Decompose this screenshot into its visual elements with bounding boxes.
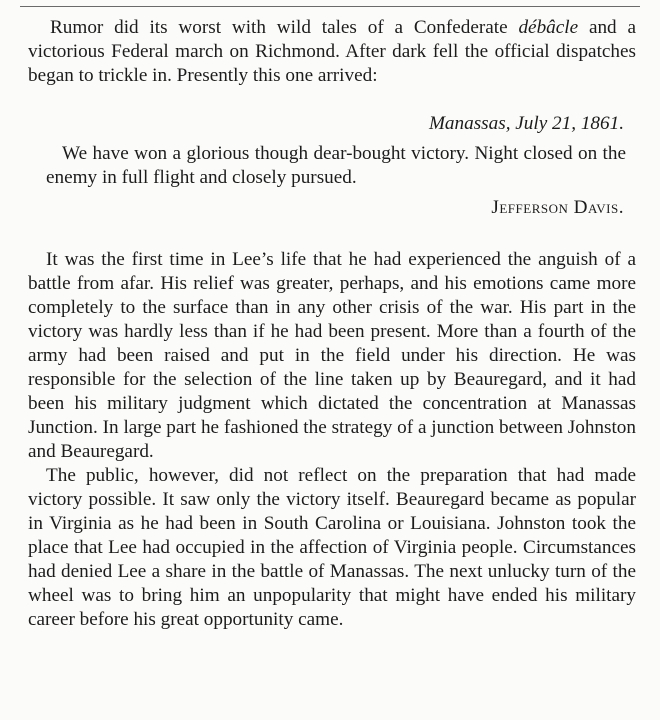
intro-text-end: and a victorious Federal march on Richmond. After dark fell the official dispatches began to trickle in. Presently this one arrived: [28,17,636,86]
dispatch-message: We have won a glorious though dear-bought victory. Night closed on the enemy in full flight and closely pursued. [46,143,626,188]
top-rule [20,6,640,7]
intro-paragraph [28,16,636,88]
intro-italic-word: débâcle [518,17,579,38]
dispatch-signature: Jefferson Davis. [491,197,624,218]
body-paragraph-2: The public, however, did not reflect on the preparation that had made victory possible. It saw only the victory itself. Beauregard became as popular in Virginia as he had been in South Carolina or Louisiana. Johnston took the place that Lee had occupied in the affection of Virginia people. Circumstances had denied Lee a share in the battle of Manassas. The next unlucky turn of the wheel was to bring him an unpopularity that might have ended his military career before his great opportunity came. [28,465,636,630]
body-paragraph-1: It was the first time in Lee’s life that he had experienced the anguish of a battle from afar. His relief was greater, perhaps, and his emotions came more completely to the surface than in any other crisis of the war. His part in the victory was hardly less than if he had been present. More than a fourth of the army had been raised and put in the field under his direction. He was responsible for the selection of the line taken up by Beauregard, and it had been his military judgment which dictated the concentration at Manassas Junction. In large part he fashioned the strategy of a junction between Johnston and Beauregard. [28,249,636,462]
dispatch-dateline: Manassas, July 21, 1861. [428,113,624,134]
dispatch-block [28,142,636,190]
intro-text-start: Rumor did its worst with wild tales of a Confederate [50,17,519,38]
